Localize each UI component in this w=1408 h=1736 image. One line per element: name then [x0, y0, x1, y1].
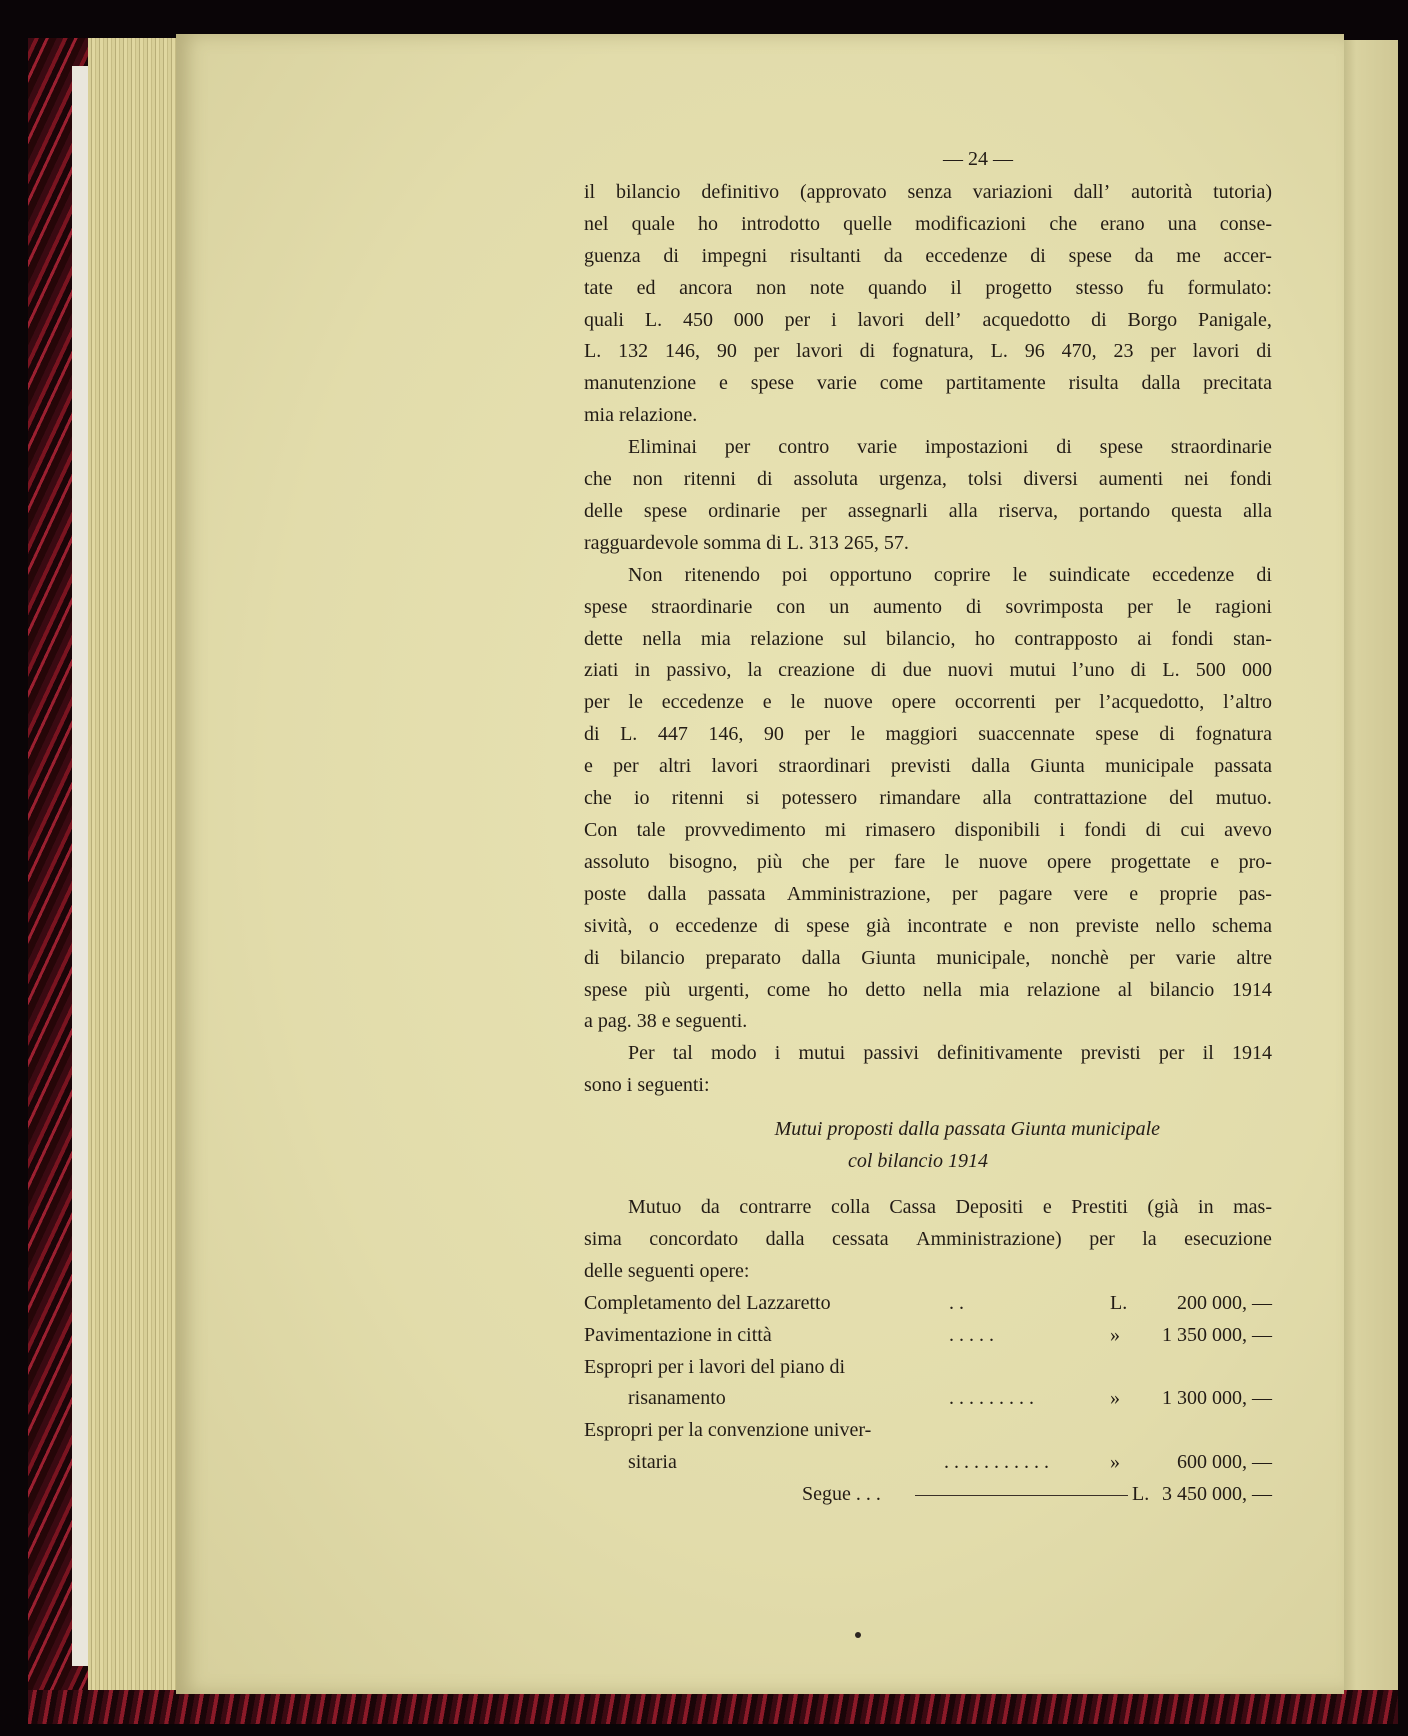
text-line: per le eccedenze e le nuove opere occorrenti per l’acquedotto, l’altro	[584, 691, 1272, 714]
leader-dots: . .	[944, 1291, 964, 1314]
spacer	[584, 1178, 1272, 1192]
text-line: L. 132 146, 90 per lavori di fognatura, L. 96 470, 23 per lavori di	[584, 340, 1272, 363]
text-line: delle seguenti opere:	[584, 1259, 750, 1282]
item-description: Completamento del Lazzaretto	[584, 1291, 831, 1314]
text-line: mia relazione.	[584, 404, 698, 427]
text-line: Con tale provvedimento mi rimasero disponibili i fondi di cui avevo	[584, 819, 1272, 842]
ink-speck	[855, 1632, 861, 1638]
paragraph-2	[584, 432, 1272, 560]
text-line: spese più urgenti, come ho detto nella mia relazione al bilancio 1914	[584, 978, 1272, 1001]
leader-dots: . . . . .	[944, 1323, 994, 1346]
book-cover-bottom-edge	[28, 1690, 1398, 1724]
text-line: nel quale ho introdotto quelle modificazioni che erano una conse-	[584, 212, 1272, 235]
works-item	[584, 1288, 1272, 1320]
text-line: tate ed ancora non note quando il progetto stesso fu formulato:	[584, 276, 1272, 299]
currency-mark: L.	[1110, 1291, 1128, 1314]
text-line: poste dalla passata Amministrazione, per pagare vere e proprie pas-	[584, 882, 1272, 905]
works-item	[584, 1352, 1272, 1384]
item-description: Espropri per la convenzione univer-	[584, 1419, 872, 1442]
text-line: sività, o eccedenze di spese già incontrate e non previste nello schema	[584, 914, 1272, 937]
text-line: a pag. 38 e seguenti.	[584, 1010, 748, 1033]
facing-page-edge	[1338, 40, 1398, 1690]
item-amount: 200 000, —	[1177, 1291, 1272, 1314]
text-line: Non ritenendo poi opportuno coprire le suindicate eccedenze di	[628, 563, 1272, 586]
paragraph-5	[584, 1192, 1272, 1288]
text-line: Mutuo da contrarre colla Cassa Depositi e Prestiti (già in mas-	[628, 1195, 1272, 1218]
text-line: spese straordinarie con un aumento di sovrimposta per le ragioni	[584, 595, 1272, 618]
page-text-block	[584, 145, 1272, 1511]
text-line: delle spese ordinarie per assegnarli alla riserva, portando questa alla	[584, 499, 1272, 522]
text-line: di L. 447 146, 90 per le maggiori suaccennate spese di fognatura	[584, 723, 1272, 746]
text-line: che io ritenni si potessero rimandare alla contrattazione del mutuo.	[584, 787, 1272, 810]
paragraph-1	[584, 177, 1272, 432]
text-line: guenza di impegni risultanti da eccedenze di spese da me accer-	[584, 244, 1272, 267]
item-description: risanamento	[628, 1387, 726, 1410]
text-line: Per tal modo i mutui passivi definitivamente previsti per il 1914	[628, 1042, 1272, 1065]
works-item	[584, 1383, 1272, 1415]
paragraph-3	[584, 560, 1272, 1039]
carried-forward-row	[584, 1479, 1272, 1511]
text-line: di bilancio preparato dalla Giunta municipale, nonchè per varie altre	[584, 946, 1272, 969]
text-line: manutenzione e spese varie come partitamente risulta dalla precitata	[584, 372, 1272, 395]
page-number: — 24 —	[943, 148, 1013, 170]
text-line: quali L. 450 000 per i lavori dell’ acquedotto di Borgo Panigale,	[584, 308, 1272, 331]
works-list	[584, 1288, 1272, 1511]
spacer	[584, 1102, 1272, 1114]
section-heading-line2: col bilancio 1914	[848, 1150, 988, 1173]
text-line: e per altri lavori straordinari previsti dalla Giunta municipale passata	[584, 755, 1272, 778]
section-heading: Mutui proposti dalla passata Giunta municipale	[774, 1118, 1160, 1141]
text-line: sima concordato dalla cessata Amministrazione) per la esecuzione	[584, 1227, 1272, 1250]
text-line: Eliminai per contro varie impostazioni di spese straordinarie	[628, 436, 1272, 459]
text-line: ragguardevole somma di L. 313 265, 57.	[584, 531, 909, 554]
text-line: assoluto bisogno, più che per fare le nuove opere progettate e pro-	[584, 850, 1272, 873]
item-amount: 600 000, —	[1177, 1451, 1272, 1474]
currency-mark: L.	[1132, 1483, 1150, 1506]
leader-dots: . . .	[850, 1483, 881, 1506]
page-stack-edges	[88, 38, 184, 1690]
leader-dots: . . . . . . . . . . .	[944, 1451, 1049, 1474]
works-item	[584, 1447, 1272, 1479]
item-description: Espropri per i lavori del piano di	[584, 1355, 846, 1378]
carried-forward-amount: 3 450 000, —	[1162, 1483, 1272, 1506]
works-item	[584, 1415, 1272, 1447]
text-line: sono i seguenti:	[584, 1074, 710, 1097]
text-line: dette nella mia relazione sul bilancio, ho contrapposto ai fondi stan-	[584, 627, 1272, 650]
item-description: Pavimentazione in città	[584, 1323, 772, 1346]
text-line: il bilancio definitivo (approvato senza variazioni dall’ autorità tutoria)	[584, 180, 1272, 203]
works-item	[584, 1320, 1272, 1352]
paragraph-4	[584, 1038, 1272, 1102]
item-amount: 1 300 000, —	[1162, 1387, 1272, 1410]
text-line: ziati in passivo, la creazione di due nuovi mutui l’uno di L. 500 000	[584, 659, 1272, 682]
currency-mark: »	[1110, 1323, 1120, 1346]
currency-mark: »	[1110, 1451, 1120, 1474]
text-line: che non ritenni di assoluta urgenza, tolsi diversi aumenti nei fondi	[584, 468, 1272, 491]
item-description: sitaria	[628, 1451, 677, 1474]
item-amount: 1 350 000, —	[1162, 1323, 1272, 1346]
sum-rule	[915, 1479, 1128, 1496]
leader-dots: . . . . . . . . .	[944, 1387, 1034, 1410]
carried-forward-label: Segue	[802, 1483, 851, 1506]
currency-mark: »	[1110, 1387, 1120, 1410]
